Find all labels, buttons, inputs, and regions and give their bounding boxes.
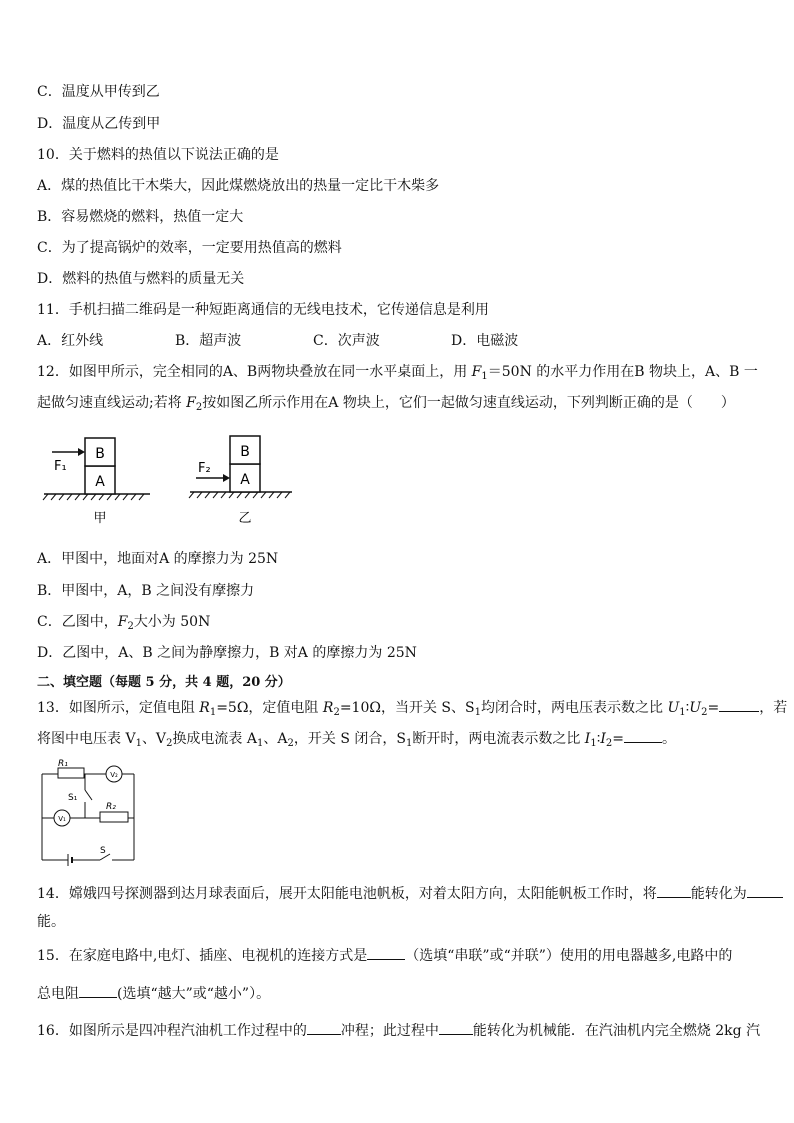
q16-line1: 16．如图所示是四冲程汽油机工作过程中的 冲程；此过程中 能转化为机械能．在汽油机内完全燃烧 2kg 汽 — [37, 1020, 760, 1041]
q14-line1: 14．嫦娥四号探测器到达月球表面后，展开太阳能电池帆板，对着太阳方向，太阳能帆板工作时，将 能转化为 — [37, 883, 783, 904]
q11-option-d: D．电磁波 — [451, 333, 519, 349]
q12-stem-line1: 12．如图甲所示，完全相同的A、B两物块叠放在同一水平桌面上，用 $F_1=50N$ 的水平力作用在B 物块上，A、B 一 — [37, 364, 758, 382]
q12-figure — [40, 428, 300, 528]
q15-blank-2[interactable] — [79, 983, 117, 998]
section-title: 二、填空题（每题 5 分，共 4 题，20 分） — [37, 675, 291, 690]
q9-option-d: D．温度从乙传到甲 — [37, 116, 161, 132]
q10-option-b: B．容易燃烧的燃料，热值一定大 — [37, 209, 244, 225]
q13-circuit — [38, 756, 142, 868]
q12-option-d: D．乙图中，A、B 之间为静摩擦力，B 对A 的摩擦力为 25N — [37, 645, 417, 661]
arrow-f1-icon — [78, 448, 85, 456]
label-v1: V₁ — [58, 815, 66, 823]
q9-option-c: C．温度从甲传到乙 — [37, 84, 160, 100]
q12-option-a: A．甲图中，地面对A 的摩擦力为 25N — [37, 551, 279, 567]
block-a-right-label: A — [240, 472, 250, 488]
label-r1: R₁ — [58, 759, 68, 769]
q11-option-a: A．红外线 — [37, 333, 104, 349]
q10-stem: 10．关于燃料的热值以下说法正确的是 — [37, 147, 279, 163]
resistor-r1 — [58, 768, 84, 778]
force-f2-label: F₂ — [198, 461, 211, 476]
figure-jia — [43, 438, 150, 526]
label-v2: V₂ — [110, 771, 118, 779]
q13-blank-2[interactable] — [624, 728, 662, 743]
arrow-f2-icon — [223, 474, 230, 482]
label-r2: R₂ — [106, 802, 116, 812]
q12-stem-line2: 起做匀速直线运动;若将 $F_2$按如图乙所示作用在A 物块上，它们一起做匀速直线运动，下列判断正确的是（ ） — [37, 395, 735, 413]
block-b-right-label: B — [240, 444, 250, 460]
figure-yi — [189, 436, 292, 526]
q10-option-c: C．为了提高锅炉的效率，一定要用热值高的燃料 — [37, 240, 342, 256]
q14-line2: 能。 — [37, 914, 65, 930]
q11-option-c: C．次声波 — [313, 333, 380, 349]
q11-option-b: B．超声波 — [175, 333, 242, 349]
block-a-left-label: A — [95, 474, 105, 490]
q10-option-a: A．煤的热值比干木柴大，因此煤燃烧放出的热量一定比干木柴多 — [37, 178, 440, 194]
q14-blank-2[interactable] — [747, 883, 783, 898]
q13-blank-1[interactable] — [719, 697, 759, 712]
caption-jia: 甲 — [93, 511, 107, 526]
label-s1: S₁ — [68, 793, 78, 803]
q14-blank-1[interactable] — [657, 883, 691, 898]
q10-option-d: D．燃料的热值与燃料的质量无关 — [37, 271, 245, 287]
q15-line2: 总电阻 (选填“越大”或“越小”）。 — [37, 983, 270, 1004]
q16-blank-1[interactable] — [307, 1020, 341, 1035]
q16-blank-2[interactable] — [439, 1020, 473, 1035]
q13-line2: 将图中电压表 $V_1$、$V_2$换成电流表 $A_1$、$A_2$，开关 S 闭合，$S_1$断开时，两电流表示数之比 $I_1∶I_2=$ 。 — [37, 728, 676, 754]
q15-blank-1[interactable] — [367, 945, 405, 960]
q15-line1: 15．在家庭电路中,电灯、插座、电视机的连接方式是 （选填“串联”或“并联”）使用的用电器越多,电路中的 — [37, 945, 732, 966]
q12-option-c: C．乙图中，$F_2$大小为 50N — [37, 614, 211, 632]
q11-options — [37, 331, 518, 351]
q13-line1: 13．如图所示，定值电阻 $R_1=5\Omega$，定值电阻 $R_2=10\Omega$，当开关 S、$S_1$均闭合时，两电压表示数之比 $U_1∶U_2=$ ，若 — [37, 697, 787, 723]
block-b-left-label: B — [95, 446, 105, 462]
q11-stem: 11．手机扫描二维码是一种短距离通信的无线电技术，它传递信息是利用 — [37, 302, 489, 318]
resistor-r2 — [100, 812, 128, 822]
force-f1-label: F₁ — [54, 459, 67, 474]
label-s: S — [100, 846, 106, 856]
caption-yi: 乙 — [238, 511, 252, 526]
q12-option-b: B．甲图中，A，B 之间没有摩擦力 — [37, 583, 255, 599]
